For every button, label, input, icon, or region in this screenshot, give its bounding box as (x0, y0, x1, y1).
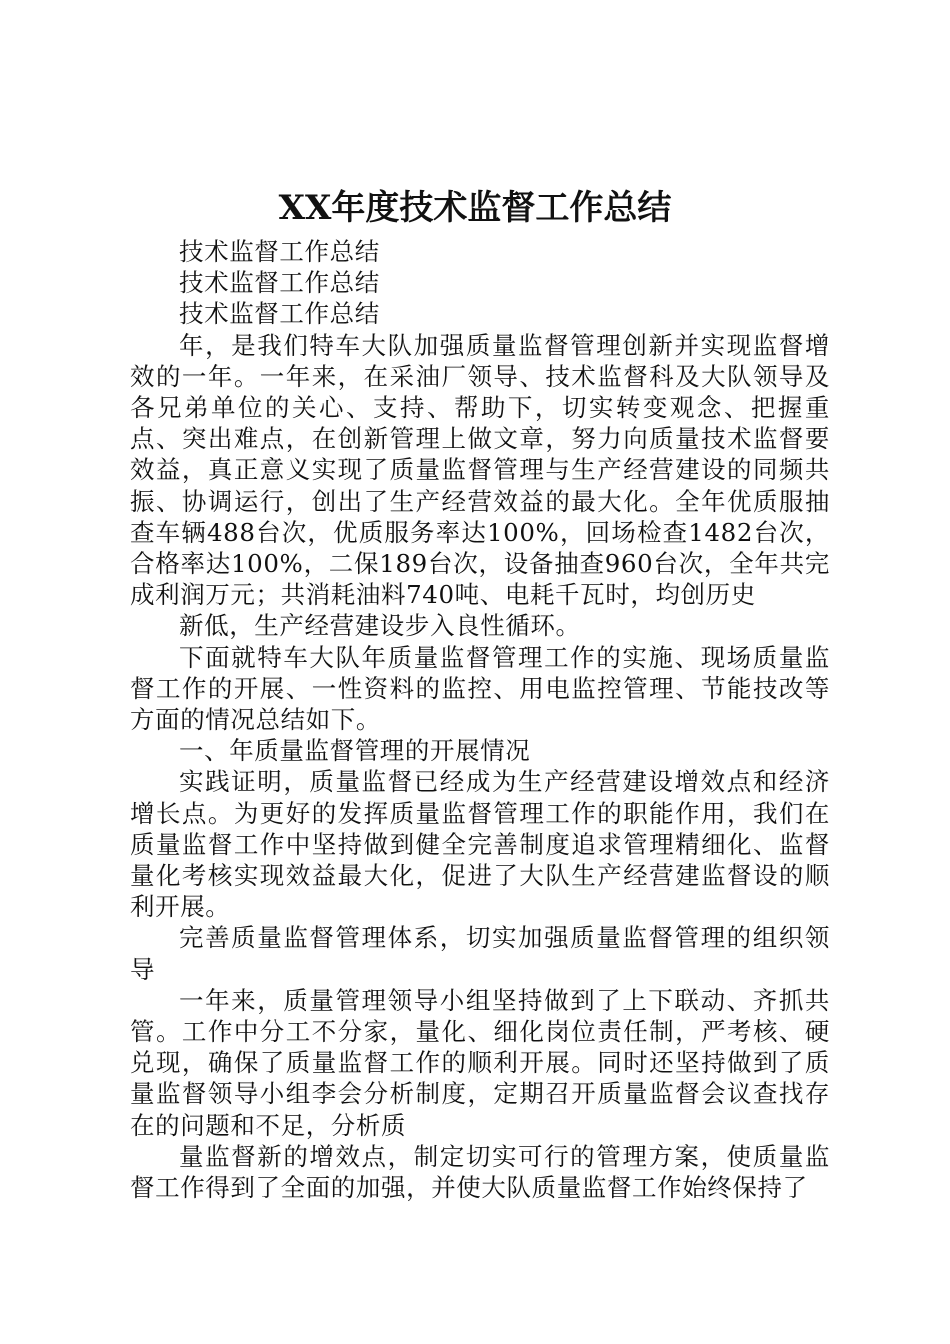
subtitle-line-1: 技术监督工作总结 (179, 237, 380, 266)
practice-paragraph: 实践证明，质量监督已经成为生产经营建设增效点和经济增长点。为更好的发挥质量监督管理工作的职能作用，我们在质量监督工作中坚持做到健全完善制度追求管理精细化、监督量化考核实现效益最大化，促进了大队生产经营建监督设的顺利开展。 (130, 767, 830, 922)
document-body (130, 236, 830, 1203)
effect-paragraph: 量监督新的增效点，制定切实可行的管理方案，使质量监督工作得到了全面的加强，并使大队质量监督工作始终保持了 (130, 1141, 830, 1203)
overview-paragraph: 下面就特车大队年质量监督管理工作的实施、现场质量监督工作的开展、一性资料的监控、用电监控管理、节能技改等方面的情况总结如下。 (130, 642, 830, 735)
section-heading-1: 一、年质量监督管理的开展情况 (179, 736, 531, 766)
intro-paragraph: 年，是我们特车大队加强质量监督管理创新并实现监督增效的一年。一年来，在采油厂领导、技术监督科及大队领导及各兄弟单位的关心、支持、帮助下，切实转变观念、把握重点、突出难点，在创新管理上做文章，努力向质量技术监督要效益，真正意义实现了质量监督管理与生产经营建设的同频共振、协调运行，创出了生产经营效益的最大化。全年优质服抽查车辆488台次，优质服务率达100%，回场检查1482台次，合格率达100%，二保189台次，设备抽查960台次，全年共完成利润万元；共消耗油料740吨、电耗千瓦时，均创历史 (130, 330, 830, 610)
subtitle-line-3: 技术监督工作总结 (179, 299, 380, 329)
subtitle-line-2: 技术监督工作总结 (179, 268, 380, 298)
intro-continuation: 新低，生产经营建设步入良性循环。 (179, 611, 581, 641)
document-title: XX年度技术监督工作总结 (278, 188, 672, 228)
system-heading: 完善质量监督管理体系，切实加强质量监督管理的组织领导 (130, 923, 830, 984)
leadership-paragraph: 一年来，质量管理领导小组坚持做到了上下联动、齐抓共管。工作中分工不分家，量化、细化岗位责任制，严考核、硬兑现，确保了质量监督工作的顺利开展。同时还坚持做到了质量监督领导小组李会分析制度，定期召开质量监督会议查找存在的问题和不足，分析质 (130, 985, 830, 1140)
